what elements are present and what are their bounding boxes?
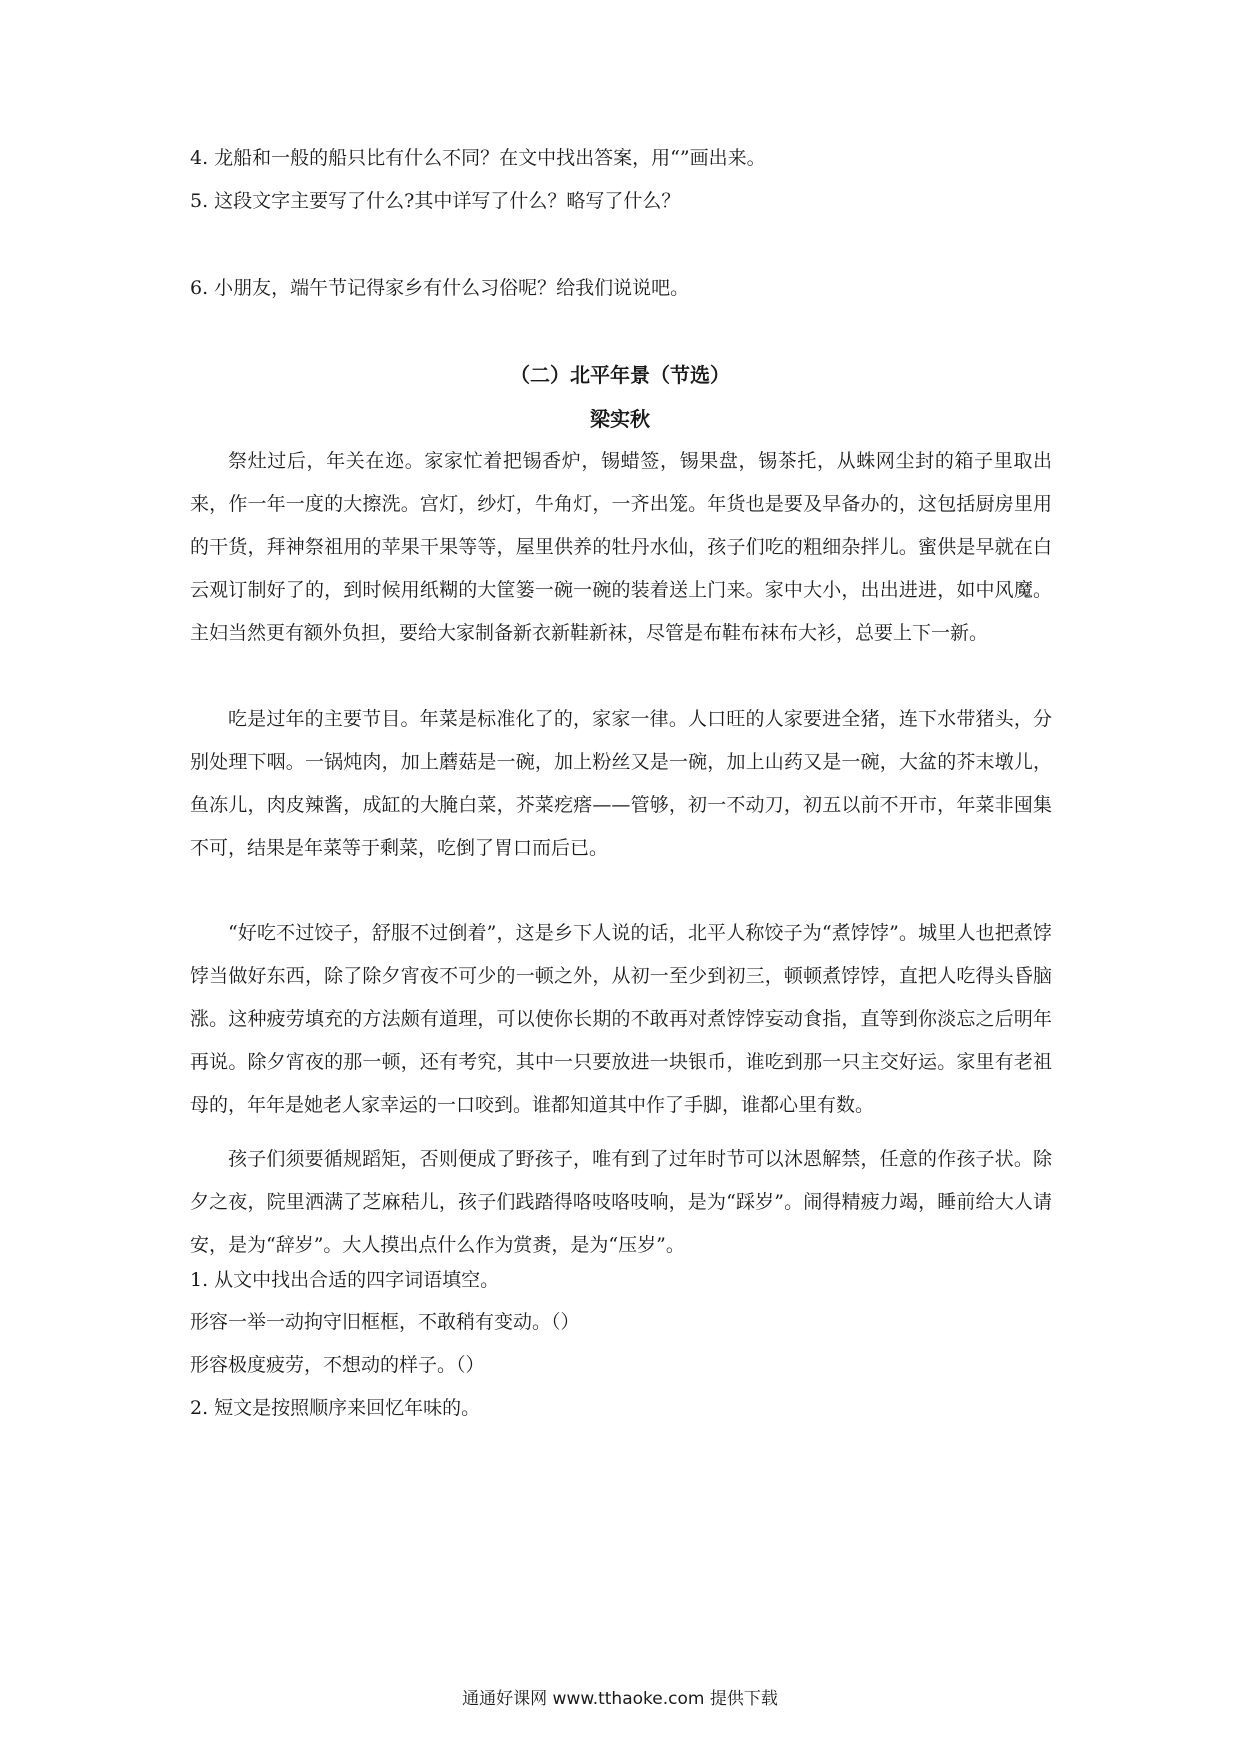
question-5: 5. 这段文字主要写了什么?其中详写了什么？略写了什么？ (190, 190, 681, 212)
page-footer: 通通好课网 www.tthaoke.com 提供下载 (462, 1689, 778, 1709)
exercise-1-item-b: 形容极度疲劳，不想动的样子。（） (190, 1354, 485, 1376)
exercise-2: 2. 短文是按照顺序来回忆年味的。 (190, 1397, 481, 1419)
paragraph-1: 祭灶过后，年关在迩。家家忙着把锡香炉，锡蜡签，锡果盘，锡茶托，从蛛网尘封的箱子里取出来，作一年一度的大擦洗。宫灯，纱灯，牛角灯，一齐出笼。年货也是要及早备办的，这包括厨房里用的干货，拜神祭祖用的苹果干果等等，屋里供养的牡丹水仙，孩子们吃的粗细杂拌儿。蜜供是早就在白云观订制好了的，到时候用纸糊的大筐篓一碗一碗的装着送上门来。家中大小，出出进进，如中风魔。主妇当然更有额外负担，要给大家制备新衣新鞋新袜，尽管是布鞋布袜布大衫，总要上下一新。 (190, 450, 1052, 644)
exercise-1-item-a: 形容一举一动拘守旧框框，不敢稍有变动。（） (190, 1311, 580, 1333)
question-6: 6. 小朋友，端午节记得家乡有什么习俗呢？给我们说说吧。 (190, 277, 690, 299)
section-title: （二）北平年景（节选） (510, 363, 730, 387)
question-4: 4. 龙船和一般的船只比有什么不同？在文中找出答案，用“”画出来。 (190, 147, 766, 169)
paragraph-3: “好吃不过饺子，舒服不过倒着”，这是乡下人说的话，北平人称饺子为“煮饽饽”。城里人也把煮饽饽当做好东西，除了除夕宵夜不可少的一顿之外，从初一至少到初三，顿顿煮饽饽，直把人吃得头昏脑涨。这种疲劳填充的方法颇有道理，可以使你长期的不敢再对煮饽饽妄动食指，直等到你淡忘之后明年再说。除夕宵夜的那一顿，还有考究，其中一只要放进一块银币，谁吃到那一只主交好运。家里有老祖母的，年年是她老人家幸运的一口咬到。谁都知道其中作了手脚，谁都心里有数。 (190, 922, 1052, 1116)
section-author: 梁实秋 (590, 407, 650, 431)
exercise-1: 1. 从文中找出合适的四字词语填空。 (190, 1269, 500, 1291)
paragraph-2: 吃是过年的主要节目。年菜是标准化了的，家家一律。人口旺的人家要进全猪，连下水带猪头，分别处理下咽。一锅炖肉，加上蘑菇是一碗，加上粉丝又是一碗，加上山药又是一碗，大盆的芥末墩儿，鱼冻儿，肉皮辣酱，成缸的大腌白菜，芥菜疙瘩——管够，初一不动刀，初五以前不开市，年菜非囤集不可，结果是年菜等于剩菜，吃倒了胃口而后已。 (190, 708, 1052, 859)
paragraph-4: 孩子们须要循规蹈矩，否则便成了野孩子，唯有到了过年时节可以沐恩解禁，任意的作孩子状。除夕之夜，院里洒满了芝麻秸儿，孩子们践踏得咯吱咯吱响，是为“踩岁”。闹得精疲力竭，睡前给大人请安，是为“辞岁”。大人摸出点什么作为赏赉，是为“压岁”。 (190, 1148, 1052, 1256)
